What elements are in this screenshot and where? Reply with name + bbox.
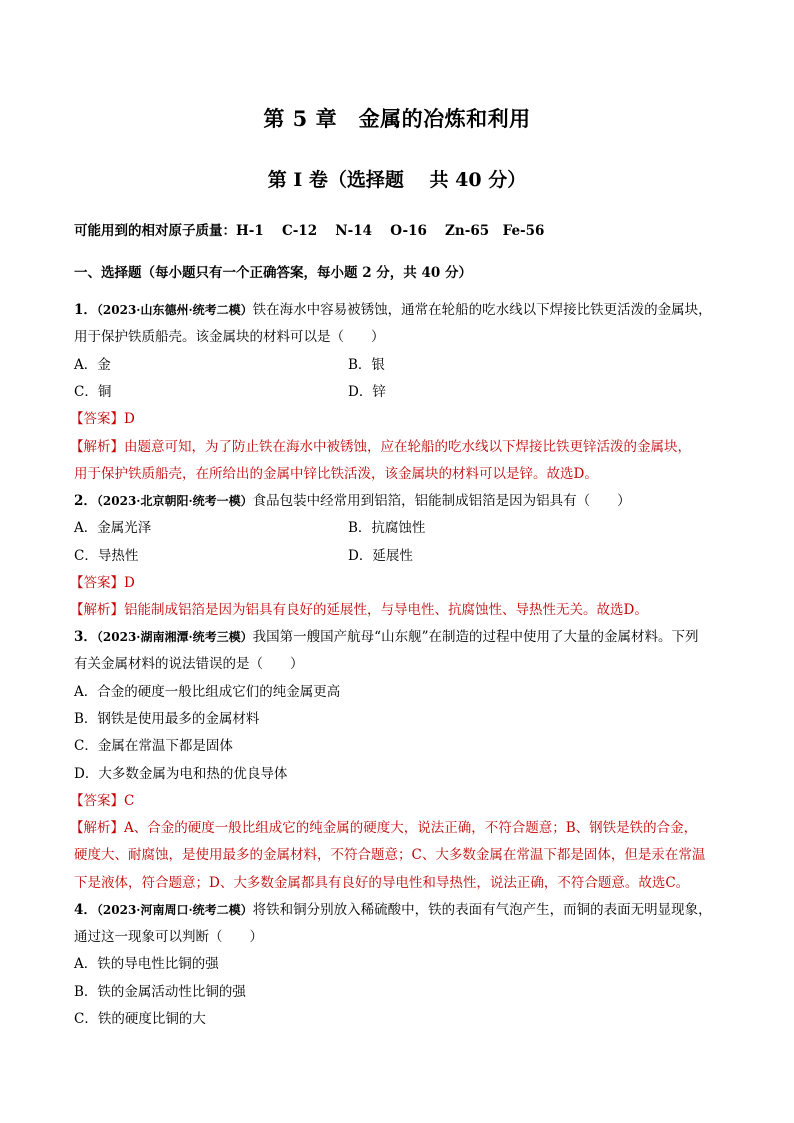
- question-2-option-b: B．抗腐蚀性: [348, 520, 426, 536]
- question-1-line-1: [74, 301, 734, 319]
- question-1-option-c: C．铜: [74, 384, 112, 400]
- question-source: （2023·湖南湘潭·统考三模）: [96, 630, 253, 644]
- question-4-option-c: C．铁的硬度比铜的大: [74, 1011, 206, 1027]
- question-2-option-c: C．导热性: [74, 548, 139, 564]
- question-3-analysis-3: 下是液体，符合题意；D、大多数金属都具有良好的导电性和导热性，说法正确，不符合题意。故选C。: [74, 875, 690, 891]
- analysis-tag: 【解析】: [70, 820, 124, 836]
- question-1-option-a: A．金: [74, 357, 111, 373]
- question-text: 我国第一艘国产航母“山东舰”在制造的过程中使用了大量的金属材料。下列: [252, 629, 699, 645]
- question-text: 铁在海水中容易被锈蚀，通常在轮船的吃水线以下焊接比铁更活泼的金属块，: [252, 302, 712, 318]
- question-text: 将铁和铜分别放入稀硫酸中，铁的表面有气泡产生，而铜的表面无明显现象，: [252, 902, 712, 918]
- analysis-text: 铝能制成铝箔是因为铝具有良好的延展性，与导电性、抗腐蚀性、导热性无关。故选D。: [124, 602, 648, 618]
- section-heading: 一、选择题（每小题只有一个正确答案，每小题 2 分，共 40 分）: [74, 265, 472, 281]
- question-3-option-c: C．金属在常温下都是固体: [74, 738, 233, 754]
- atomic-mass-line: 可能用到的相对原子质量：H-1 C-12 N-14 O-16 Zn-65 Fe-56: [74, 223, 545, 239]
- question-4-line-2: 通过这一现象可以判断（ ）: [74, 929, 263, 945]
- question-3-line-2: 有关金属材料的说法错误的是（ ）: [74, 656, 304, 672]
- question-4-option-a: A．铁的导电性比铜的强: [74, 956, 219, 972]
- question-4-line-1: [74, 901, 734, 919]
- question-4-option-b: B．铁的金属活动性比铜的强: [74, 984, 246, 1000]
- question-number: 3．: [74, 629, 97, 645]
- question-1-analysis-1: [70, 438, 730, 456]
- question-number: 1．: [74, 302, 97, 318]
- question-1-analysis-2: 用于保护铁质船壳，在所给出的金属中锌比铁活泼，该金属块的材料可以是锌。故选D。: [74, 466, 598, 482]
- question-3-answer: 【答案】C: [70, 793, 135, 809]
- question-1-option-d: D．锌: [348, 384, 386, 400]
- analysis-tag: 【解析】: [70, 439, 124, 455]
- question-2-option-d: D．延展性: [348, 548, 413, 564]
- question-source: （2023·山东德州·统考二模）: [96, 303, 253, 317]
- question-3-analysis-1: [70, 819, 730, 837]
- question-2-analysis-1: [70, 601, 730, 619]
- analysis-text: 由题意可知，为了防止铁在海水中被锈蚀，应在轮船的吃水线以下焊接比铁更锌活泼的金属块，: [124, 439, 691, 455]
- section-subtitle: 第 I 卷（选择题 共 40 分）: [267, 169, 527, 191]
- question-3-analysis-2: 硬度大、耐腐蚀，是使用最多的金属材料，不符合题意；C、大多数金属在常温下都是固体，但是汞在常温: [74, 847, 706, 863]
- question-source: （2023·北京朝阳·统考一模）: [96, 494, 253, 508]
- question-2-line-1: [74, 492, 734, 510]
- question-text: 食品包装中经常用到铝箔，铝能制成铝箔是因为铝具有（ ）: [252, 493, 631, 509]
- question-source: （2023·河南周口·统考二模）: [96, 903, 253, 917]
- question-1-line-2: 用于保护铁质船壳。该金属块的材料可以是（ ）: [74, 329, 385, 345]
- question-3-option-b: B．钢铁是使用最多的金属材料: [74, 711, 260, 727]
- question-2-answer: 【答案】D: [70, 575, 135, 591]
- chapter-title: 第 5 章 金属的冶炼和利用: [263, 106, 531, 131]
- question-3-option-a: A．合金的硬度一般比组成它们的纯金属更高: [74, 684, 341, 700]
- question-3-line-1: [74, 628, 734, 646]
- analysis-tag: 【解析】: [70, 602, 124, 618]
- question-1-answer: 【答案】D: [70, 411, 135, 427]
- question-1-option-b: B．银: [348, 357, 385, 373]
- question-2-option-a: A．金属光泽: [74, 520, 152, 536]
- question-number: 2．: [74, 493, 97, 509]
- question-number: 4．: [74, 902, 97, 918]
- analysis-text: A、合金的硬度一般比组成它的纯金属的硬度大，说法正确，不符合题意；B、钢铁是铁的合金，: [124, 820, 698, 836]
- question-3-option-d: D．大多数金属为电和热的优良导体: [74, 766, 288, 782]
